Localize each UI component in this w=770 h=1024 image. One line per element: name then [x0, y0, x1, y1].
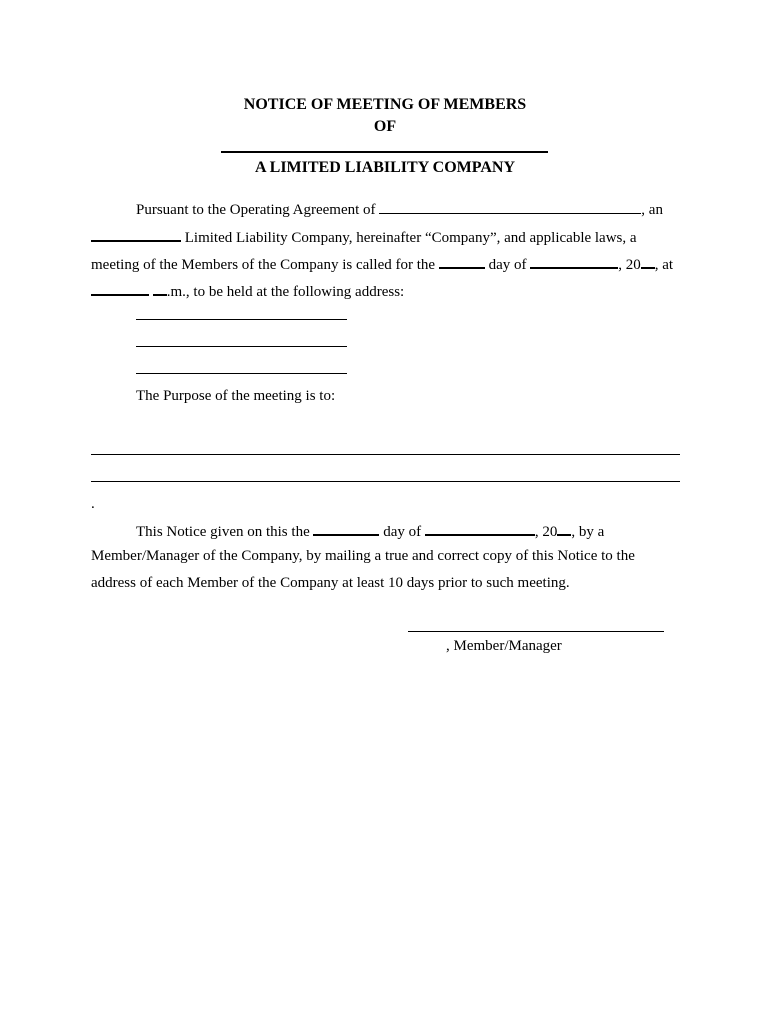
notice-text4: , by a	[571, 524, 605, 540]
para1-text5: day of	[488, 257, 527, 273]
para1-text6: , 20	[618, 257, 641, 273]
title-company-type: A LIMITED LIABILITY COMPANY	[254, 159, 516, 176]
para1-text7: , at	[654, 257, 674, 273]
address-line-1[interactable]	[136, 319, 347, 320]
purpose-label: The Purpose of the meeting is to:	[136, 388, 336, 404]
notice-year-blank[interactable]	[557, 520, 571, 536]
meeting-year-blank[interactable]	[641, 253, 655, 269]
signature-line[interactable]	[408, 631, 664, 632]
notice-day-blank[interactable]	[313, 520, 379, 536]
para1-line3	[91, 253, 673, 275]
notice-line2: Member/Manager of the Company, by mailing a true and correct copy of this Notice to the	[91, 548, 635, 564]
state-blank[interactable]	[91, 226, 181, 242]
signature-label: , Member/Manager	[446, 638, 562, 654]
operating-agreement-company-blank[interactable]	[379, 199, 641, 214]
para1-text1: Pursuant to the Operating Agreement of	[136, 202, 376, 218]
para1-text4: meeting of the Members of the Company is called for the	[91, 257, 436, 273]
company-name-blank[interactable]	[221, 151, 548, 153]
para1-line2	[91, 226, 637, 248]
meeting-ampm-blank[interactable]	[153, 280, 167, 296]
purpose-end-mark: .	[91, 496, 95, 512]
para1-line4	[91, 280, 404, 302]
notice-text1: This Notice given on this the	[136, 524, 310, 540]
notice-line3: address of each Member of the Company at least 10 days prior to such meeting.	[91, 575, 570, 591]
document-title: NOTICE OF MEETING OF MEMBERS	[243, 96, 527, 113]
address-line-3[interactable]	[136, 373, 347, 374]
notice-text3: , 20	[534, 524, 558, 540]
para1-text8: .m., to be held at the following address:	[166, 284, 405, 300]
para1-text2: , an	[641, 202, 663, 218]
notice-line1	[136, 520, 604, 542]
meeting-month-blank[interactable]	[530, 253, 618, 269]
notice-text2: day of	[383, 524, 422, 540]
para1-text3: Limited Liability Company, hereinafter “Company”, and applicable laws, a	[184, 230, 637, 246]
notice-month-blank[interactable]	[425, 520, 535, 536]
meeting-time-blank[interactable]	[91, 280, 149, 296]
purpose-line-2[interactable]	[91, 481, 680, 482]
para1-line1	[136, 199, 663, 220]
address-line-2[interactable]	[136, 346, 347, 347]
title-of: OF	[373, 118, 397, 135]
purpose-line-1[interactable]	[91, 454, 680, 455]
meeting-day-blank[interactable]	[439, 253, 485, 269]
